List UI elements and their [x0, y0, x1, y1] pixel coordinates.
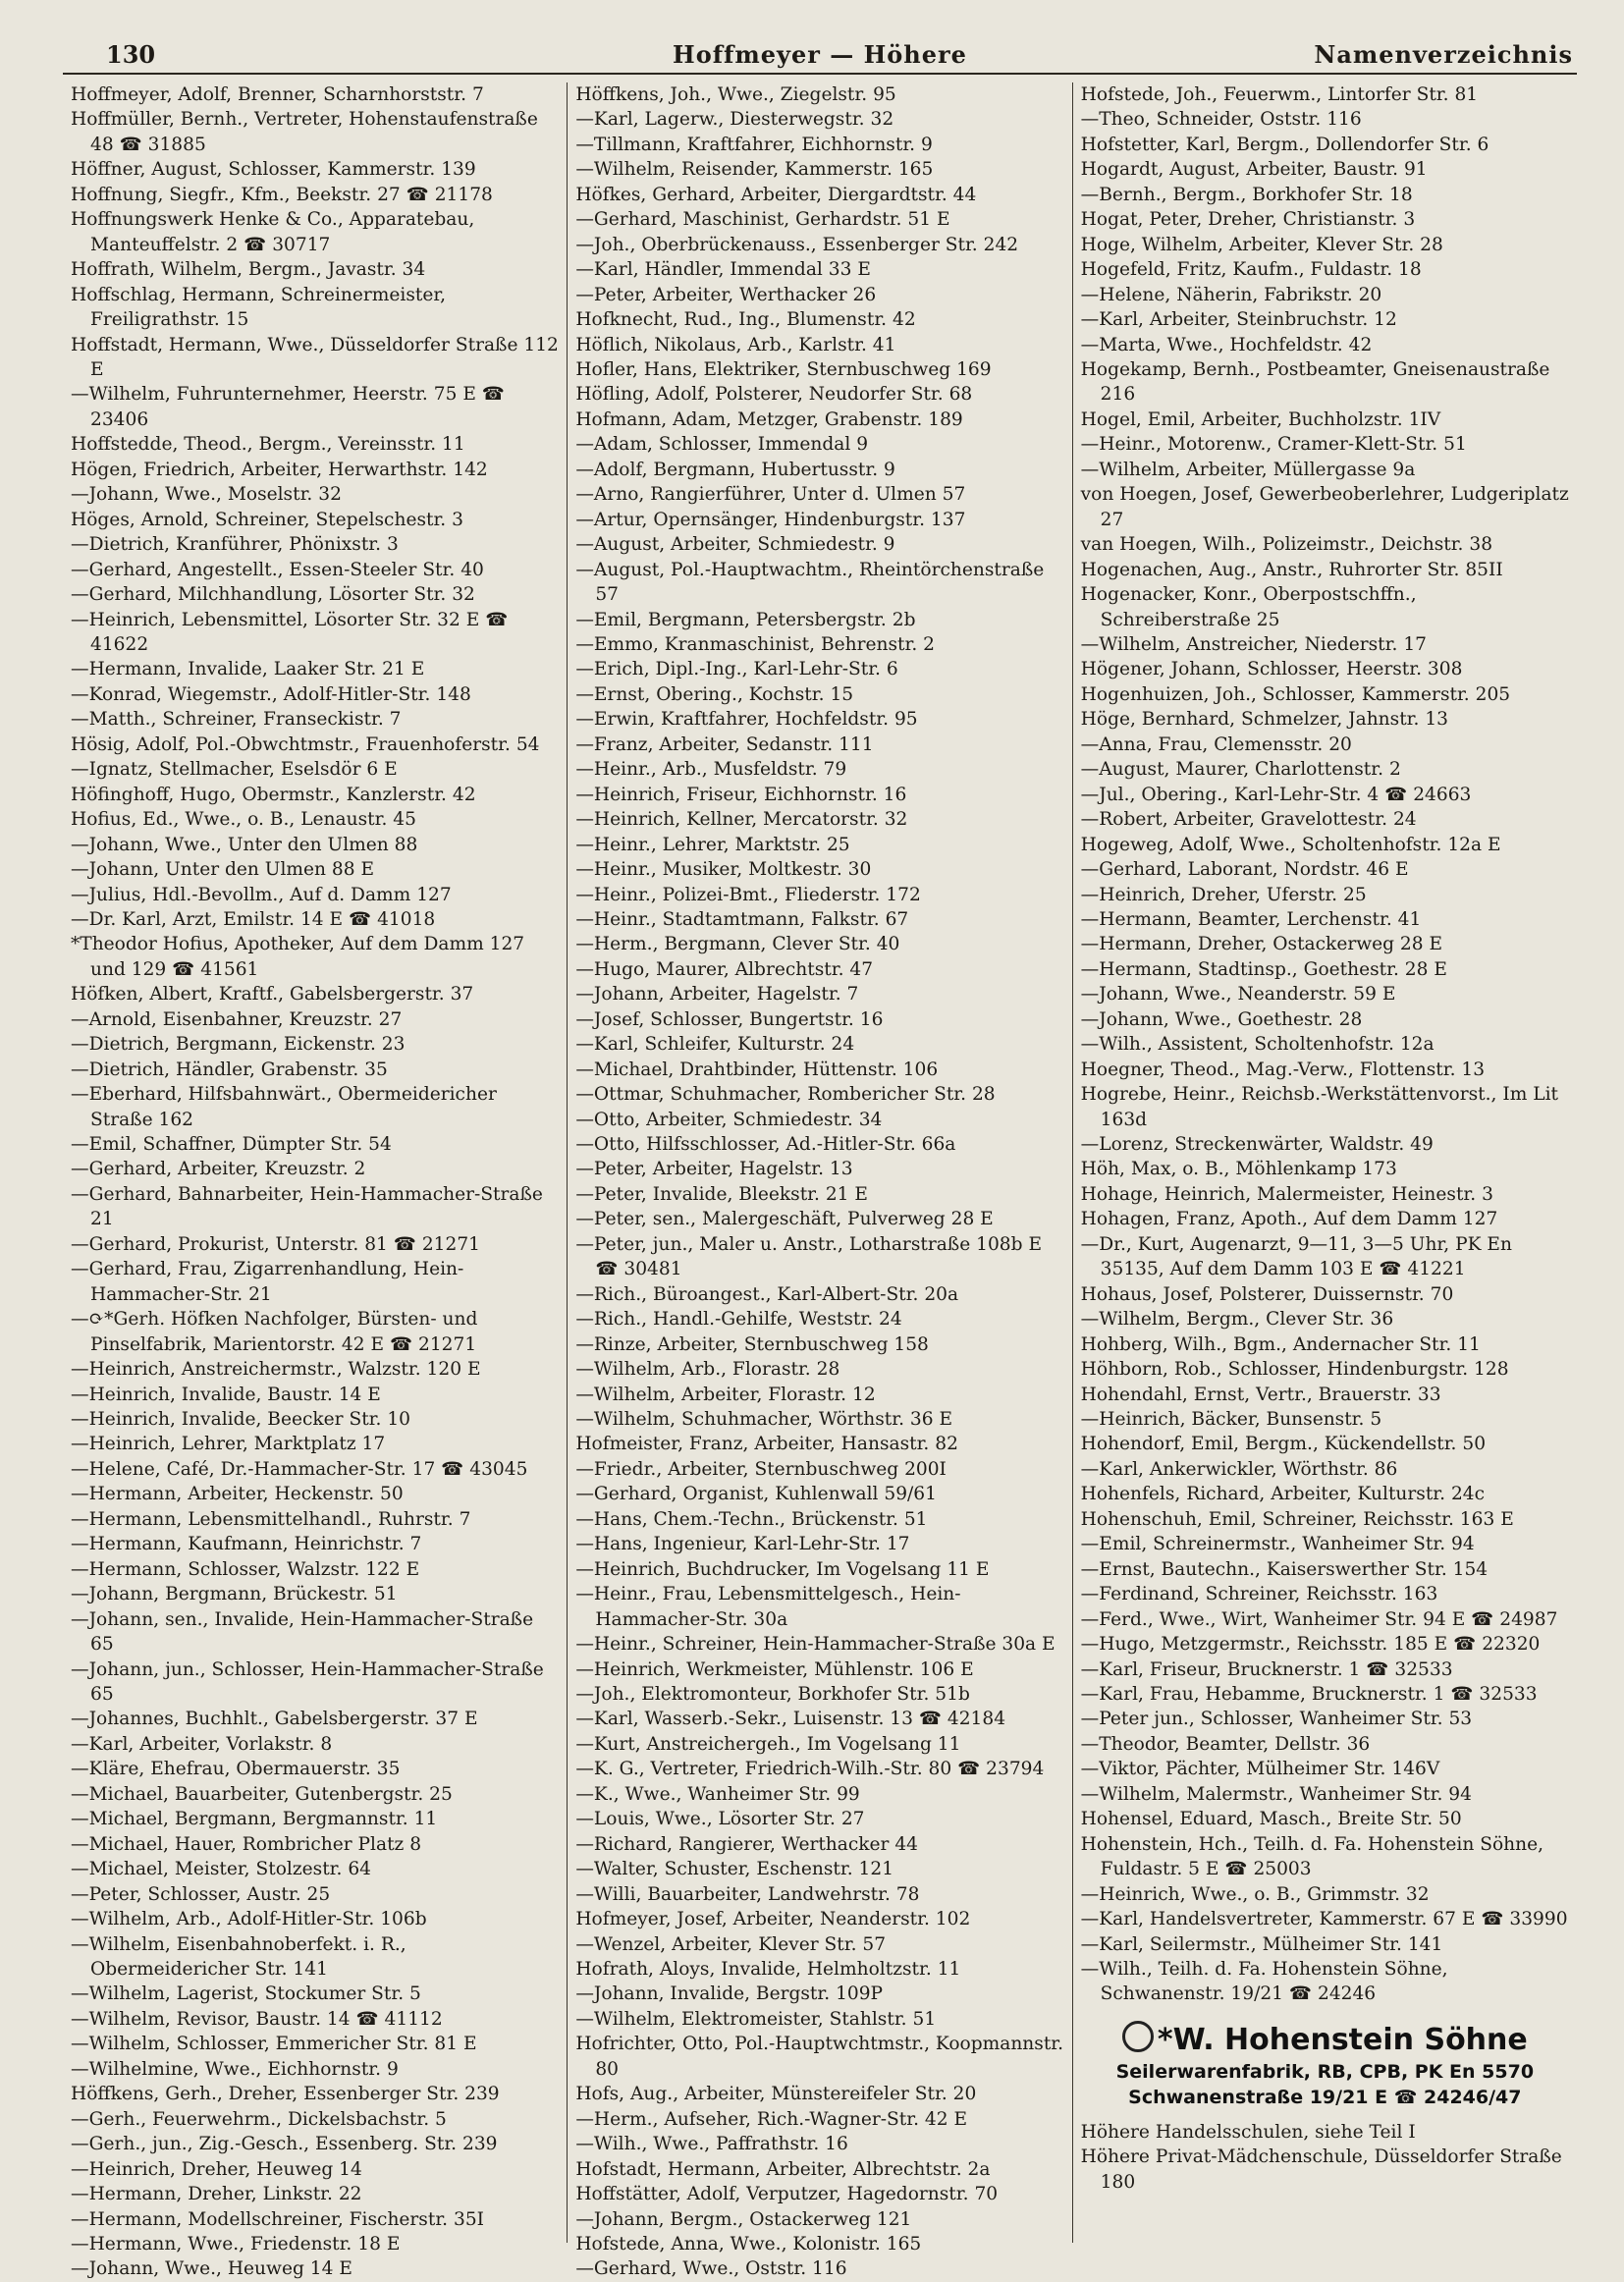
directory-entry: —Emmo, Kranmaschinist, Behrenstr. 2	[575, 633, 935, 655]
directory-entry: —Gerhard, Maschinist, Gerhardstr. 51 E	[575, 209, 950, 231]
directory-entry: —Dr. Karl, Arzt, Emilstr. 14 E ☎ 41018	[71, 908, 436, 930]
directory-entry: —Wenzel, Arbeiter, Klever Str. 57	[575, 1933, 887, 1955]
directory-entry: Hofrichter, Otto, Pol.-Hauptwchtmstr., Koopmannstr. 80	[575, 2034, 1064, 2080]
directory-entry: —Dr., Kurt, Augenarzt, 9—11, 3—5 Uhr, PK En 35135, Auf dem Damm 103 E ☎ 41221	[1080, 1233, 1512, 1280]
directory-entry: Hohendorf, Emil, Bergm., Kückendellstr. 50	[1080, 1434, 1487, 1455]
directory-entry: —August, Maurer, Charlottenstr. 2	[1080, 759, 1401, 781]
directory-entry: —Gerhard, Milchhandlung, Lösorter Str. 32	[71, 584, 475, 606]
directory-entry: —Konrad, Wiegemstr., Adolf-Hitler-Str. 148	[71, 683, 471, 705]
ad-line-2: Schwanenstraße 19/21 E ☎ 24246/47	[1128, 2086, 1522, 2108]
directory-entry: —Johann, Unter den Ulmen 88 E	[71, 859, 375, 881]
directory-entry: Hohberg, Wilh., Bgm., Andernacher Str. 11	[1080, 1333, 1481, 1355]
directory-entry: —Theodor, Beamter, Dellstr. 36	[1080, 1733, 1371, 1755]
directory-entry: Hohenschuh, Emil, Schreiner, Reichsstr. 163 E	[1080, 1508, 1514, 1530]
directory-entry: —Wilhelm, Fuhrunternehmer, Heerstr. 75 E ☎ 23406	[71, 384, 505, 430]
directory-entry: —August, Pol.-Hauptwachtm., Rheintörchenstraße 57	[575, 559, 1045, 606]
directory-entry: —Heinrich, Werkmeister, Mühlenstr. 106 E	[575, 1658, 974, 1680]
directory-entry: —Hermann, Kaufmann, Heinrichstr. 7	[71, 1534, 422, 1555]
directory-entry: Hofs, Aug., Arbeiter, Münstereifeler Str. 20	[575, 2084, 977, 2105]
directory-entry: —Joh., Oberbrückenauss., Essenberger Str. 242	[575, 234, 1019, 255]
directory-entry: —Julius, Hdl.-Bevollm., Auf d. Damm 127	[71, 884, 452, 905]
directory-entry: Hohendahl, Ernst, Vertr., Brauerstr. 33	[1080, 1384, 1441, 1405]
directory-entry: —Emil, Bergmann, Petersbergstr. 2b	[575, 609, 916, 630]
directory-entry: —Hermann, Stadtinsp., Goethestr. 28 E	[1080, 958, 1447, 980]
directory-entry: —Emil, Schaffner, Dümpter Str. 54	[71, 1134, 392, 1156]
directory-entry: —Gerhard, Angestellt., Essen-Steeler Str. 40	[71, 559, 484, 580]
directory-entry: —Heinrich, Dreher, Uferstr. 25	[1080, 884, 1367, 905]
directory-entry: —Matth., Schreiner, Franseckistr. 7	[71, 709, 402, 731]
directory-entry: Hoge, Wilhelm, Arbeiter, Klever Str. 28	[1080, 234, 1443, 255]
directory-entry: *Theodor Hofius, Apotheker, Auf dem Damm 127 und 129 ☎ 41561	[71, 934, 525, 980]
directory-entry: Hogat, Peter, Dreher, Christianstr. 3	[1080, 209, 1416, 231]
page-number: 130	[106, 40, 156, 69]
directory-entry: Höffkens, Joh., Wwe., Ziegelstr. 95	[575, 84, 896, 105]
directory-entry: Hogel, Emil, Arbeiter, Buchholzstr. 1IV	[1080, 408, 1441, 430]
directory-entry: Hoegner, Theod., Mag.-Verw., Flottenstr. 13	[1080, 1059, 1486, 1080]
directory-entry: —Peter, sen., Malergeschäft, Pulverweg 28 E	[575, 1209, 994, 1230]
directory-entry: —Peter, Arbeiter, Werthacker 26	[575, 284, 877, 305]
directory-entry: Höffner, August, Schlosser, Kammerstr. 139	[71, 159, 476, 181]
directory-entry: —Ferd., Wwe., Wirt, Wanheimer Str. 94 E ☎ 24987	[1080, 1608, 1558, 1630]
directory-entry: —Hermann, Arbeiter, Heckenstr. 50	[71, 1484, 404, 1505]
column-3-list	[1081, 82, 1569, 2007]
directory-entry: —Ernst, Bautechn., Kaiserswerther Str. 154	[1080, 1558, 1489, 1580]
directory-entry: —Dietrich, Bergmann, Eickenstr. 23	[71, 1034, 406, 1056]
directory-entry: —Erich, Dipl.-Ing., Karl-Lehr-Str. 6	[575, 659, 898, 680]
directory-entry: —Hermann, Invalide, Laaker Str. 21 E	[71, 659, 425, 680]
directory-entry: —Joh., Elektromonteur, Borkhofer Str. 51b	[575, 1684, 970, 1705]
directory-entry: —Heinr., Lehrer, Marktstr. 25	[575, 834, 850, 855]
directory-entry: —Hans, Ingenieur, Karl-Lehr-Str. 17	[575, 1534, 910, 1555]
directory-entry: —Hermann, Dreher, Ostackerweg 28 E	[1080, 934, 1443, 955]
directory-entry: —Wilhelm, Schuhmacher, Wörthstr. 36 E	[575, 1409, 953, 1431]
directory-entry: —Karl, Schleifer, Kulturstr. 24	[575, 1034, 855, 1056]
directory-entry: —Karl, Friseur, Brucknerstr. 1 ☎ 32533	[1080, 1658, 1453, 1680]
directory-entry: —Wilhelm, Schlosser, Emmericher Str. 81 E	[71, 2034, 477, 2055]
directory-entry: —Louis, Wwe., Lösorter Str. 27	[575, 1809, 865, 1830]
directory-entry: —Helene, Café, Dr.-Hammacher-Str. 17 ☎ 43045	[71, 1458, 528, 1480]
directory-entry: —Heinr., Frau, Lebensmittelgesch., Hein-Hammacher-Str. 30a	[575, 1584, 961, 1630]
directory-entry: Hohage, Heinrich, Malermeister, Heinestr. 3	[1080, 1183, 1493, 1205]
directory-entry: —Johann, Wwe., Moselstr. 32	[71, 484, 342, 506]
directory-entry: Hogeweg, Adolf, Wwe., Scholtenhofstr. 12a E	[1080, 834, 1501, 855]
directory-entry: —Heinrich, Friseur, Eichhornstr. 16	[575, 784, 907, 805]
directory-entry: —Hermann, Beamter, Lerchenstr. 41	[1080, 908, 1422, 930]
directory-entry: —Adolf, Bergmann, Hubertusstr. 9	[575, 459, 895, 480]
directory-entry: —Walter, Schuster, Eschenstr. 121	[575, 1859, 894, 1880]
directory-entry: Hofstadt, Hermann, Arbeiter, Albrechtstr. 2a	[575, 2158, 991, 2180]
directory-entry: —Wilh., Wwe., Paffrathstr. 16	[575, 2134, 848, 2155]
directory-entry: —Peter, Arbeiter, Hagelstr. 13	[575, 1159, 853, 1180]
directory-entry: Höhere Handelsschulen, siehe Teil I	[1080, 2121, 1416, 2143]
directory-entry: —Wilhelm, Reisender, Kammerstr. 165	[575, 159, 934, 181]
directory-entry: Hogenacker, Konr., Oberpostschffn., Schreiberstraße 25	[1080, 584, 1417, 630]
directory-entry: —Kläre, Ehefrau, Obermauerstr. 35	[71, 1759, 401, 1780]
directory-entry: —Heinr., Schreiner, Hein-Hammacher-Straße 30a E	[575, 1634, 1056, 1656]
directory-entry: Hösig, Adolf, Pol.-Obwchtmstr., Frauenhoferstr. 54	[71, 734, 540, 755]
directory-entry: Hogefeld, Fritz, Kaufm., Fuldastr. 18	[1080, 259, 1422, 281]
directory-entry: Hofrath, Aloys, Invalide, Helmholtzstr. 11	[575, 1958, 961, 1980]
directory-entry: —Franz, Arbeiter, Sedanstr. 111	[575, 734, 874, 755]
directory-entry: —Johannes, Buchhlt., Gabelsbergerstr. 37 E	[71, 1709, 478, 1730]
directory-entry: —Tillmann, Kraftfahrer, Eichhornstr. 9	[575, 134, 933, 155]
directory-entry: Hoffstadt, Hermann, Wwe., Düsseldorfer Straße 112 E	[71, 334, 559, 380]
directory-entry: —Gerhard, Prokurist, Unterstr. 81 ☎ 21271	[71, 1233, 480, 1255]
directory-entry: —Arno, Rangierführer, Unter d. Ulmen 57	[575, 484, 966, 506]
directory-entry: —Marta, Wwe., Hochfeldstr. 42	[1080, 334, 1373, 355]
running-title: Hoffmeyer — Höhere	[673, 40, 967, 69]
directory-entry: —Wilhelm, Bergm., Clever Str. 36	[1080, 1309, 1394, 1331]
directory-entry: Hofler, Hans, Elektriker, Sternbuschweg 169	[575, 358, 992, 380]
directory-entry: —Gerhard, Bahnarbeiter, Hein-Hammacher-Straße 21	[71, 1183, 543, 1230]
directory-entry: Höhborn, Rob., Schlosser, Hindenburgstr. 128	[1080, 1359, 1509, 1381]
directory-entry: Hohagen, Franz, Apoth., Auf dem Damm 127	[1080, 1209, 1498, 1230]
directory-entry: —Erwin, Kraftfahrer, Hochfeldstr. 95	[575, 709, 918, 731]
directory-entry: —Johann, Invalide, Bergstr. 109P	[575, 1983, 884, 2005]
directory-entry: —Hermann, Schlosser, Walzstr. 122 E	[71, 1558, 420, 1580]
directory-entry: Hoffschlag, Hermann, Schreinermeister, Freiligrathstr. 15	[71, 284, 447, 331]
directory-entry: —Herm., Aufseher, Rich.-Wagner-Str. 42 E	[575, 2108, 968, 2130]
directory-entry: —Wilhelm, Revisor, Baustr. 14 ☎ 41112	[71, 2008, 443, 2030]
directory-entry: Hohensel, Eduard, Masch., Breite Str. 50	[1080, 1809, 1462, 1830]
directory-entry: —Gerhard, Wwe., Oststr. 116	[575, 2258, 847, 2280]
directory-entry: —Heinr., Musiker, Moltkestr. 30	[575, 859, 872, 881]
directory-entry: —Karl, Händler, Immendal 33 E	[575, 259, 871, 281]
column-3	[1072, 82, 1577, 2243]
directory-entry: —Gerh., Feuerwehrm., Dickelsbachstr. 5	[71, 2108, 447, 2130]
directory-entry: —Karl, Lagerw., Diesterwegstr. 32	[575, 109, 894, 131]
directory-entry: —Heinrich, Buchdrucker, Im Vogelsang 11 E	[575, 1558, 990, 1580]
directory-entry: —Theo, Schneider, Oststr. 116	[1080, 109, 1362, 131]
directory-entry: —⟳*Gerh. Höfken Nachfolger, Bürsten- und Pinselfabrik, Marientorstr. 42 E ☎ 21271	[71, 1309, 478, 1355]
directory-entry: van Hoegen, Wilh., Polizeimstr., Deichstr. 38	[1080, 534, 1493, 556]
directory-entry: Höfinghoff, Hugo, Obermstr., Kanzlerstr. 42	[71, 784, 476, 805]
directory-entry: Hofius, Ed., Wwe., o. B., Lenaustr. 45	[71, 809, 416, 831]
directory-entry: —Wilhelm, Eisenbahnoberfekt. i. R., Obermeidericher Str. 141	[71, 1933, 406, 1980]
directory-entry: Hofknecht, Rud., Ing., Blumenstr. 42	[575, 309, 916, 331]
directory-entry: —Gerhard, Laborant, Nordstr. 46 E	[1080, 859, 1409, 881]
directory-entry: —Herm., Bergmann, Clever Str. 40	[575, 934, 900, 955]
directory-entry: —Otto, Hilfsschlosser, Ad.-Hitler-Str. 66a	[575, 1134, 956, 1156]
directory-entry: Högener, Johann, Schlosser, Heerstr. 308	[1080, 659, 1463, 680]
directory-entry: —Hermann, Dreher, Linkstr. 22	[71, 2184, 362, 2205]
directory-entry: —Heinr., Arb., Musfeldstr. 79	[575, 759, 847, 781]
directory-entry: —Karl, Ankerwickler, Wörthstr. 86	[1080, 1458, 1398, 1480]
directory-entry: —Anna, Frau, Clemensstr. 20	[1080, 734, 1352, 755]
column-1	[63, 82, 567, 2280]
directory-entry: —Karl, Frau, Hebamme, Brucknerstr. 1 ☎ 32533	[1080, 1684, 1538, 1705]
directory-entry: —Arnold, Eisenbahner, Kreuzstr. 27	[71, 1008, 403, 1030]
directory-entry: —Wilhelm, Lagerist, Stockumer Str. 5	[71, 1983, 421, 2005]
directory-entry: von Hoegen, Josef, Gewerbeoberlehrer, Ludgeriplatz 27	[1080, 484, 1569, 530]
directory-entry: —Heinr., Polizei-Bmt., Fliederstr. 172	[575, 884, 921, 905]
directory-entry: —Peter, Schlosser, Austr. 25	[71, 1883, 331, 1905]
directory-entry: —Josef, Schlosser, Bungertstr. 16	[575, 1008, 884, 1030]
directory-entry: —Lorenz, Streckenwärter, Waldstr. 49	[1080, 1134, 1434, 1156]
directory-entry: —Adam, Schlosser, Immendal 9	[575, 434, 869, 456]
directory-entry: —Heinrich, Anstreichermstr., Walzstr. 120 E	[71, 1359, 481, 1381]
directory-entry: Höh, Max, o. B., Möhlenkamp 173	[1080, 1159, 1397, 1180]
directory-entry: —Eberhard, Hilfsbahnwärt., Obermeidericher Straße 162	[71, 1084, 497, 1130]
directory-entry: Hofmeyer, Josef, Arbeiter, Neanderstr. 102	[575, 1909, 971, 1930]
directory-entry: —Ottmar, Schuhmacher, Rombericher Str. 28	[575, 1084, 996, 1106]
ad-title-text: *W. Hohenstein Söhne	[1157, 2022, 1528, 2057]
directory-entry: —Johann, Arbeiter, Hagelstr. 7	[575, 984, 859, 1005]
directory-entry: —Johann, Wwe., Goethestr. 28	[1080, 1008, 1363, 1030]
directory-entry: Hogekamp, Bernh., Postbeamter, Gneisenaustraße 216	[1080, 358, 1550, 406]
directory-entry: —Heinr., Stadtamtmann, Falkstr. 67	[575, 908, 909, 930]
directory-entry: Höge, Bernhard, Schmelzer, Jahnstr. 13	[1080, 709, 1448, 731]
directory-entry: —Gerhard, Frau, Zigarrenhandlung, Hein-Hammacher-Str. 21	[71, 1259, 464, 1305]
directory-entry: —Dietrich, Händler, Grabenstr. 35	[71, 1059, 388, 1080]
directory-entry: —Heinrich, Bäcker, Bunsenstr. 5	[1080, 1409, 1382, 1431]
directory-entry: Hogenhuizen, Joh., Schlosser, Kammerstr. 205	[1080, 683, 1511, 705]
directory-entry: —Ernst, Obering., Kochstr. 15	[575, 683, 854, 705]
directory-entry: —August, Arbeiter, Schmiedestr. 9	[575, 534, 895, 556]
directory-entry: —Johann, Bergmann, Brückestr. 51	[71, 1584, 398, 1605]
directory-entry: —Michael, Bergmann, Bergmannstr. 11	[71, 1809, 438, 1830]
directory-entry: —Rich., Büroangest., Karl-Albert-Str. 20a	[575, 1283, 959, 1305]
directory-entry: Höfling, Adolf, Polsterer, Neudorfer Str. 68	[575, 384, 973, 406]
directory-entry: —Johann, Bergm., Ostackerweg 121	[575, 2208, 912, 2230]
directory-entry: —Willi, Bauarbeiter, Landwehrstr. 78	[575, 1883, 920, 1905]
directory-entry: —Wilh., Assistent, Scholtenhofstr. 12a	[1080, 1034, 1435, 1056]
directory-entry: —Hugo, Metzgermstr., Reichsstr. 185 E ☎ 22320	[1080, 1634, 1541, 1656]
directory-entry: Hofmann, Adam, Metzger, Grabenstr. 189	[575, 408, 963, 430]
directory-entry: —Johann, Wwe., Neanderstr. 59 E	[1080, 984, 1396, 1005]
directory-entry: —Johann, Wwe., Unter den Ulmen 88	[71, 834, 418, 855]
directory-entry: Hoffstedde, Theod., Bergm., Vereinsstr. 11	[71, 434, 465, 456]
directory-entry: —Peter, jun., Maler u. Anstr., Lotharstraße 108b E ☎ 30481	[575, 1233, 1043, 1280]
directory-entry: —Ferdinand, Schreiner, Reichsstr. 163	[1080, 1584, 1438, 1605]
directory-entry: —Wilhelm, Malermstr., Wanheimer Str. 94	[1080, 1783, 1472, 1805]
directory-entry: —Michael, Bauarbeiter, Gutenbergstr. 25	[71, 1783, 453, 1805]
directory-entry: Hogardt, August, Arbeiter, Baustr. 91	[1080, 159, 1428, 181]
directory-entry: —Otto, Arbeiter, Schmiedestr. 34	[575, 1109, 883, 1130]
directory-entry: —Karl, Wasserb.-Sekr., Luisenstr. 13 ☎ 42184	[575, 1709, 1006, 1730]
directory-entry: —Peter jun., Schlosser, Wanheimer Str. 53	[1080, 1709, 1473, 1730]
directory-entry: —Gerhard, Organist, Kuhlenwall 59/61	[575, 1484, 937, 1505]
directory-entry: —Johann, Wwe., Heuweg 14 E	[71, 2258, 352, 2280]
directory-entry: —Wilhelm, Arb., Florastr. 28	[575, 1359, 840, 1381]
directory-entry: Hoffmeyer, Adolf, Brenner, Scharnhorststr. 7	[71, 84, 484, 105]
directory-entry: —Heinrich, Lehrer, Marktplatz 17	[71, 1434, 386, 1455]
directory-entry: —Rinze, Arbeiter, Sternbuschweg 158	[575, 1333, 929, 1355]
section-title: Namenverzeichnis	[1314, 40, 1573, 69]
directory-entry: —Johann, jun., Schlosser, Hein-Hammacher-Straße 65	[71, 1658, 544, 1705]
directory-entry: Hogenachen, Aug., Anstr., Ruhrorter Str. 85II	[1080, 559, 1503, 580]
directory-entry: —Heinrich, Dreher, Heuweg 14	[71, 2158, 362, 2180]
advertisement	[1081, 2021, 1569, 2110]
directory-entry: —Heinrich, Invalide, Baustr. 14 E	[71, 1384, 381, 1405]
column-2	[567, 82, 1071, 2280]
directory-entry: Hoffnung, Siegfr., Kfm., Beekstr. 27 ☎ 21178	[71, 184, 493, 205]
columns	[63, 82, 1577, 2280]
directory-entry: —Helene, Näherin, Fabrikstr. 20	[1080, 284, 1382, 305]
directory-entry: —Heinrich, Lebensmittel, Lösorter Str. 32 E ☎ 41622	[71, 609, 509, 655]
directory-entry: Hofstede, Joh., Feuerwm., Lintorfer Str. 81	[1080, 84, 1479, 105]
directory-entry: —K., Wwe., Wanheimer Str. 99	[575, 1783, 860, 1805]
directory-entry: —Bernh., Bergm., Borkhofer Str. 18	[1080, 184, 1413, 205]
directory-entry: —Hugo, Maurer, Albrechtstr. 47	[575, 958, 874, 980]
directory-entry: Hoffmüller, Bernh., Vertreter, Hohenstaufenstraße 48 ☎ 31885	[71, 109, 538, 155]
directory-entry: Hoffnungswerk Henke & Co., Apparatebau, Manteuffelstr. 2 ☎ 30717	[71, 209, 475, 255]
directory-entry: —Johann, sen., Invalide, Hein-Hammacher-Straße 65	[71, 1608, 534, 1656]
directory-entry: Höfken, Albert, Kraftf., Gabelsbergerstr. 37	[71, 984, 474, 1005]
directory-entry: —Dietrich, Kranführer, Phönixstr. 3	[71, 534, 399, 556]
directory-entry: —Emil, Schreinermstr., Wanheimer Str. 94	[1080, 1534, 1475, 1555]
directory-entry: —Karl, Arbeiter, Steinbruchstr. 12	[1080, 309, 1397, 331]
directory-entry: Hohenstein, Hch., Teilh. d. Fa. Hohenstein Söhne, Fuldastr. 5 E ☎ 25003	[1080, 1833, 1544, 1880]
directory-entry: Hohenfels, Richard, Arbeiter, Kulturstr. 24c	[1080, 1484, 1486, 1505]
directory-entry: —Wilhelm, Elektromeister, Stahlstr. 51	[575, 2008, 937, 2030]
company-logo-icon	[1122, 2021, 1154, 2052]
directory-entry: —Heinrich, Kellner, Mercatorstr. 32	[575, 809, 908, 831]
directory-entry: Höges, Arnold, Schreiner, Stepelschestr. 3	[71, 509, 463, 530]
directory-entry: —Gerhard, Arbeiter, Kreuzstr. 2	[71, 1159, 366, 1180]
directory-entry: —Wilh., Teilh. d. Fa. Hohenstein Söhne, Schwanenstr. 19/21 ☎ 24246	[1080, 1958, 1448, 2005]
directory-entry: Hogrebe, Heinr., Reichsb.-Werkstättenvorst., Im Lit 163d	[1080, 1084, 1559, 1130]
directory-entry: —Wilhelm, Arb., Adolf-Hitler-Str. 106b	[71, 1909, 427, 1930]
directory-entry: Hofstetter, Karl, Bergm., Dollendorfer Str. 6	[1080, 134, 1489, 155]
directory-entry: —Kurt, Anstreichergeh., Im Vogelsang 11	[575, 1733, 961, 1755]
directory-entry: Höflich, Nikolaus, Arb., Karlstr. 41	[575, 334, 896, 355]
directory-entry: —Viktor, Pächter, Mülheimer Str. 146V	[1080, 1759, 1440, 1780]
directory-entry: Hoffstätter, Adolf, Verputzer, Hagedornstr. 70	[575, 2184, 999, 2205]
directory-entry: —Michael, Meister, Stolzestr. 64	[71, 1859, 371, 1880]
directory-entry: —Hans, Chem.-Techn., Brückenstr. 51	[575, 1508, 928, 1530]
directory-entry: —Karl, Seilermstr., Mülheimer Str. 141	[1080, 1933, 1443, 1955]
directory-entry: —Michael, Hauer, Rombricher Platz 8	[71, 1833, 422, 1855]
directory-entry: Hohaus, Josef, Polsterer, Duissernstr. 70	[1080, 1283, 1454, 1305]
directory-entry: Högen, Friedrich, Arbeiter, Herwarthstr. 142	[71, 459, 488, 480]
footer-entries	[1081, 2120, 1569, 2195]
directory-entry: —Jul., Obering., Karl-Lehr-Str. 4 ☎ 24663	[1080, 784, 1472, 805]
directory-entry: —Artur, Opernsänger, Hindenburgstr. 137	[575, 509, 966, 530]
directory-entry: Höffkens, Gerh., Dreher, Essenberger Str. 239	[71, 2084, 500, 2105]
directory-entry: —Karl, Arbeiter, Vorlakstr. 8	[71, 1733, 333, 1755]
directory-entry: Hoffrath, Wilhelm, Bergm., Javastr. 34	[71, 259, 426, 281]
directory-entry: —Karl, Handelsvertreter, Kammerstr. 67 E ☎ 33990	[1080, 1909, 1568, 1930]
directory-entry: —Wilhelmine, Wwe., Eichhornstr. 9	[71, 2058, 399, 2080]
directory-entry: —Friedr., Arbeiter, Sternbuschweg 200I	[575, 1458, 947, 1480]
directory-entry: —Heinr., Motorenw., Cramer-Klett-Str. 51	[1080, 434, 1467, 456]
directory-entry: —K. G., Vertreter, Friedrich-Wilh.-Str. 80 ☎ 23794	[575, 1759, 1045, 1780]
directory-entry: Hofstede, Anna, Wwe., Kolonistr. 165	[575, 2233, 922, 2255]
directory-entry: —Wilhelm, Arbeiter, Müllergasse 9a	[1080, 459, 1416, 480]
directory-entry: —Ignatz, Stellmacher, Eselsdör 6 E	[71, 759, 398, 781]
directory-entry: Höhere Privat-Mädchenschule, Düsseldorfer Straße 180	[1080, 2146, 1562, 2193]
directory-entry: Hofmeister, Franz, Arbeiter, Hansastr. 82	[575, 1434, 958, 1455]
directory-entry: —Rich., Handl.-Gehilfe, Weststr. 24	[575, 1309, 902, 1331]
directory-entry: —Heinrich, Invalide, Beecker Str. 10	[71, 1409, 410, 1431]
ad-line-1: Seilerwarenfabrik, RB, CPB, PK En 5570	[1115, 2060, 1535, 2083]
directory-entry: —Michael, Drahtbinder, Hüttenstr. 106	[575, 1059, 939, 1080]
directory-entry: —Wilhelm, Arbeiter, Florastr. 12	[575, 1384, 876, 1405]
directory-entry: —Hermann, Modellschreiner, Fischerstr. 35I	[71, 2208, 484, 2230]
directory-entry: —Hermann, Lebensmittelhandl., Ruhrstr. 7	[71, 1508, 471, 1530]
directory-entry: —Heinrich, Wwe., o. B., Grimmstr. 32	[1080, 1883, 1430, 1905]
ad-title	[1081, 2021, 1569, 2059]
directory-entry: —Richard, Rangierer, Werthacker 44	[575, 1833, 919, 1855]
page-header	[63, 39, 1577, 75]
directory-entry: —Wilhelm, Anstreicher, Niederstr. 17	[1080, 633, 1427, 655]
directory-entry: Höfkes, Gerhard, Arbeiter, Diergardtstr. 44	[575, 184, 977, 205]
directory-entry: —Gerh., jun., Zig.-Gesch., Essenberg. Str. 239	[71, 2134, 498, 2155]
directory-entry: —Hermann, Wwe., Friedenstr. 18 E	[71, 2233, 401, 2255]
directory-entry: —Robert, Arbeiter, Gravelottestr. 24	[1080, 809, 1417, 831]
directory-entry: —Peter, Invalide, Bleekstr. 21 E	[575, 1183, 868, 1205]
